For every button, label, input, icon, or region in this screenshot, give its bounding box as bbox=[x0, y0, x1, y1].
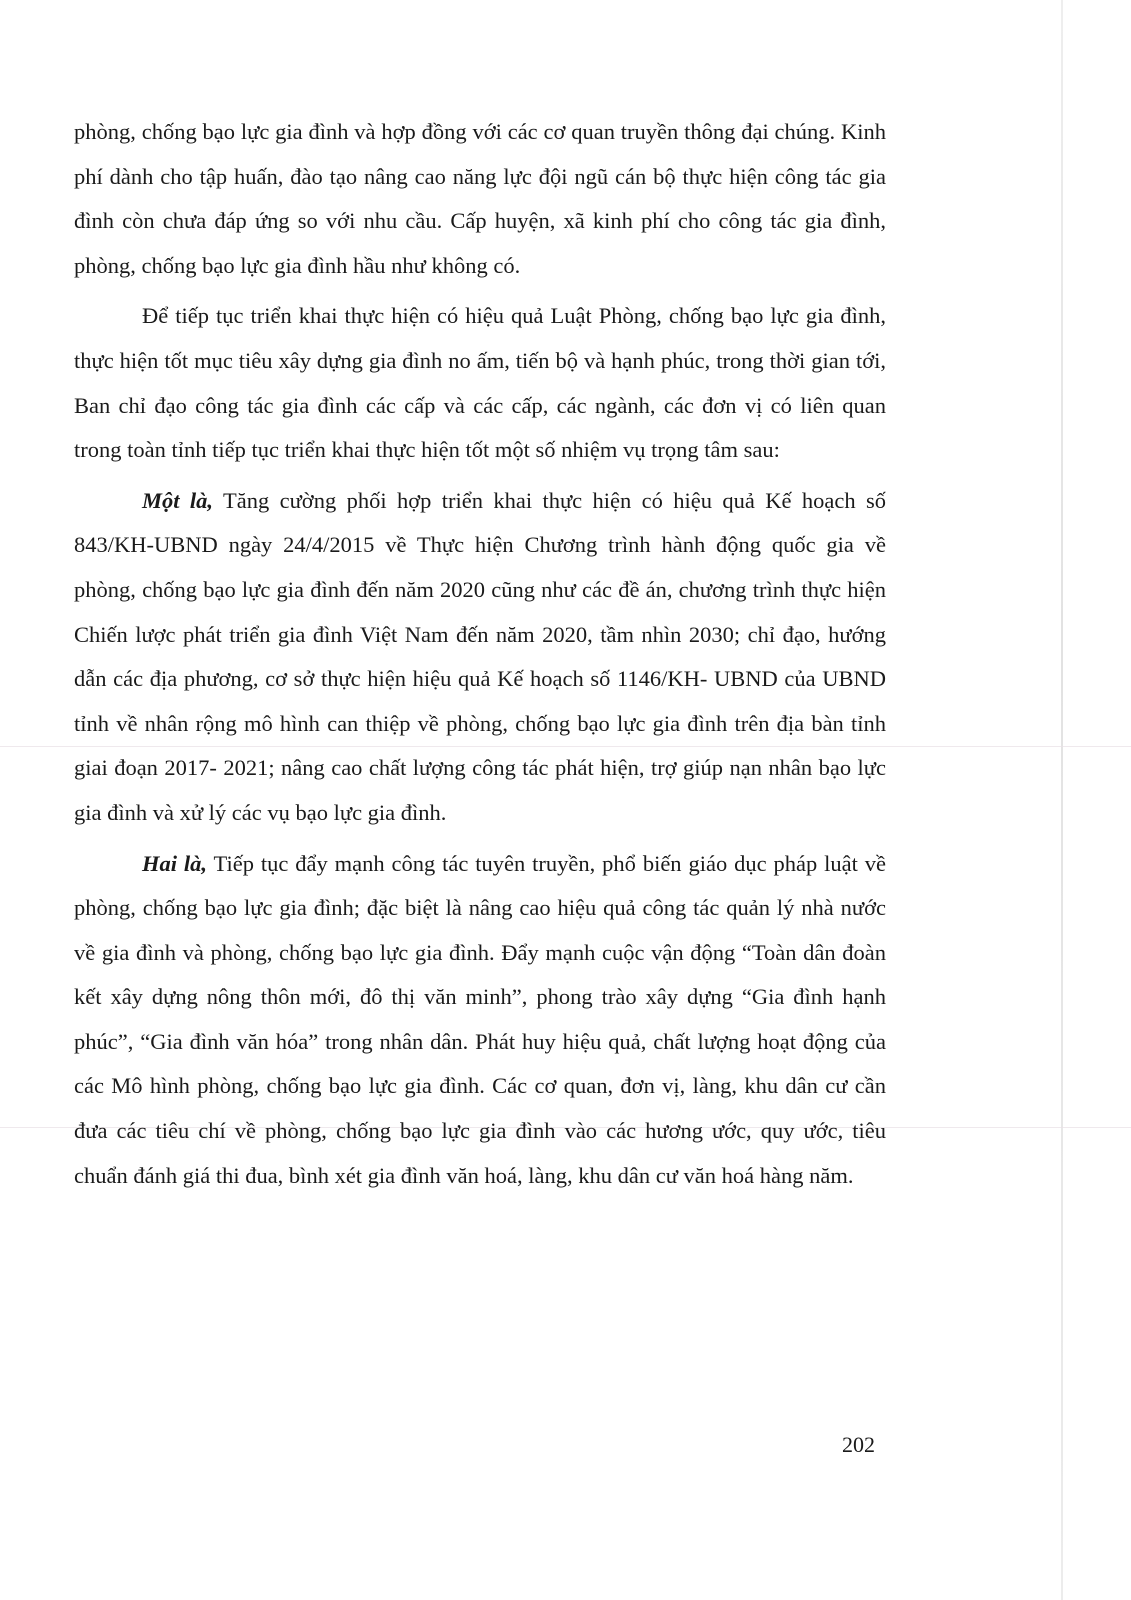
paragraph-task-one bbox=[74, 479, 886, 836]
paragraph-text: phòng, chống bạo lực gia đình và hợp đồng với các cơ quan truyền thông đại chúng. Kinh phí dành cho tập huấn, đào tạo nâng cao năng lực đội ngũ cán bộ thực hiện công tác gia đình còn chưa đáp ứng so với nhu cầu. Cấp huyện, xã kinh phí cho công tác gia đình, phòng, chống bạo lực gia đình hầu như không có. bbox=[74, 119, 886, 278]
paragraph-task-two bbox=[74, 842, 886, 1199]
paragraph-continuation bbox=[74, 110, 886, 288]
paragraph-lead: Hai là, bbox=[142, 850, 208, 876]
paragraph-text: Để tiếp tục triển khai thực hiện có hiệu quả Luật Phòng, chống bạo lực gia đình, thực hiện tốt mục tiêu xây dựng gia đình no ấm, tiến bộ và hạnh phúc, trong thời gian tới, Ban chỉ đạo công tác gia đình các cấp và các cấp, các ngành, các đơn vị có liên quan trong toàn tỉnh tiếp tục triển khai thực hiện tốt một số nhiệm vụ trọng tâm sau: bbox=[74, 303, 886, 463]
paragraph-lead: Một là, bbox=[142, 487, 214, 513]
paragraph-text: Tiếp tục đẩy mạnh công tác tuyên truyền, phổ biến giáo dục pháp luật về phòng, chống bạo lực gia đình; đặc biệt là nâng cao hiệu quả công tác quản lý nhà nước về gia đình và phòng, chống bạo lực gia đình. Đẩy mạnh cuộc vận động “Toàn dân đoàn kết xây dựng nông thôn mới, đô thị văn minh”, phong trào xây dựng “Gia đình hạnh phúc”, “Gia đình văn hóa” trong nhân dân. Phát huy hiệu quả, chất lượng hoạt động của các Mô hình phòng, chống bạo lực gia đình. Các cơ quan, đơn vị, làng, khu dân cư cần đưa các tiêu chí về phòng, chống bạo lực gia đình vào các hương ước, quy ước, tiêu chuẩn đánh giá thi đua, bình xét gia đình văn hoá, làng, khu dân cư văn hoá hàng năm. bbox=[74, 850, 886, 1188]
scan-edge-shadow bbox=[1061, 0, 1063, 1600]
document-body bbox=[74, 110, 886, 1198]
paragraph-intro bbox=[74, 294, 886, 472]
paragraph-text: Tăng cường phối hợp triển khai thực hiện có hiệu quả Kế hoạch số 843/KH-UBND ngày 24/4/2015 về Thực hiện Chương trình hành động quốc gia về phòng, chống bạo lực gia đình đến năm 2020 cũng như các đề án, chương trình thực hiện Chiến lược phát triển gia đình Việt Nam đến năm 2020, tầm nhìn 2030; chỉ đạo, hướng dẫn các địa phương, cơ sở thực hiện hiệu quả Kế hoạch số 1146/KH- UBND của UBND tỉnh về nhân rộng mô hình can thiệp về phòng, chống bạo lực gia đình trên địa bàn tỉnh giai đoạn 2017- 2021; nâng cao chất lượng công tác phát hiện, trợ giúp nạn nhân bạo lực gia đình và xử lý các vụ bạo lực gia đình. bbox=[74, 487, 887, 825]
page-number: 202 bbox=[842, 1432, 875, 1457]
